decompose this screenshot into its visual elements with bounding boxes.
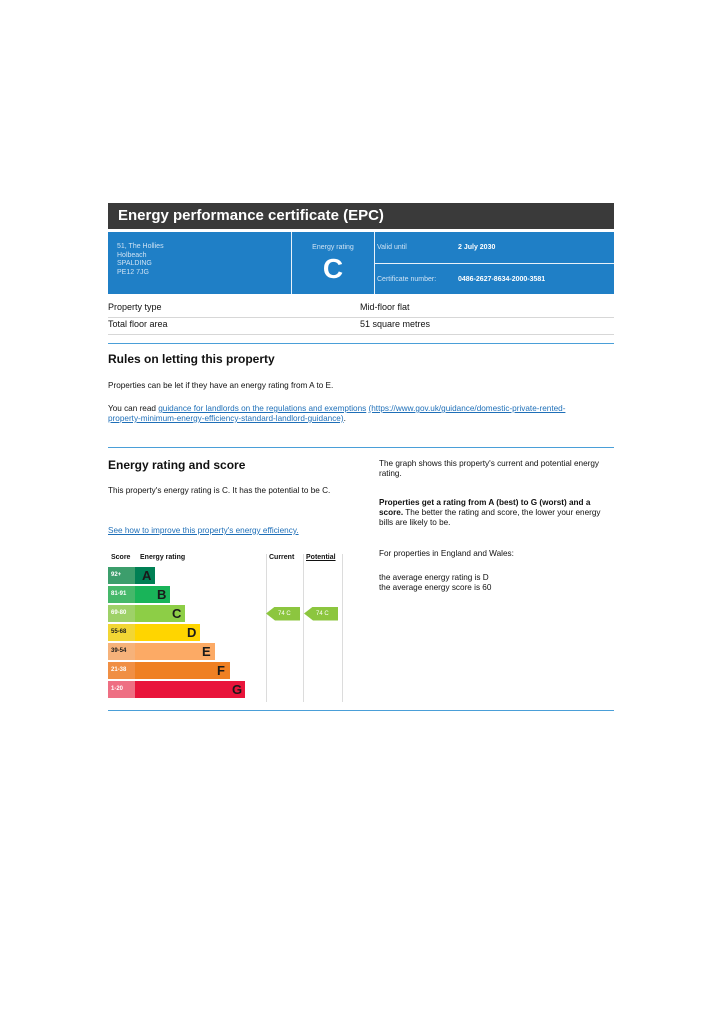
- rating-scale-explanation: [379, 498, 615, 528]
- potential-rating-arrow: [304, 607, 338, 621]
- current-rating-arrow: [266, 607, 300, 621]
- potential-column-header: Potential: [306, 554, 336, 561]
- column-divider: [342, 554, 343, 702]
- section-divider: [108, 447, 614, 448]
- rating-band-g: [108, 681, 266, 698]
- letting-rule-text: Properties can be let if they have an energy rating from A to E.: [108, 381, 334, 390]
- valid-until-row: [374, 232, 614, 264]
- certificate-number-label: Certificate number:: [377, 276, 437, 283]
- band-letter: E: [202, 644, 211, 659]
- address-line: PE12 7JG: [117, 268, 149, 276]
- potential-rating-arrow-label: 74 C: [316, 610, 329, 617]
- property-address: [117, 243, 164, 277]
- certificate-number-value: 0486-2627-8634-2000-3581: [458, 276, 546, 283]
- band-letter: D: [187, 625, 197, 640]
- band-letter: G: [232, 682, 243, 697]
- band-score-label: 55-68: [108, 624, 135, 641]
- energy-rating-box: [291, 232, 375, 294]
- valid-until-label: Valid until: [377, 244, 407, 251]
- score-column-header: Score: [111, 554, 131, 561]
- address-line: 51, The Hollies: [117, 243, 164, 250]
- band-bar: [135, 681, 245, 698]
- rating-statement: This property's energy rating is C. It has the potential to be C.: [108, 486, 331, 495]
- rating-scale-bold: Properties get a rating from A (best) to G (worst) and a score.: [379, 498, 591, 517]
- band-score-label: 21-38: [108, 662, 135, 679]
- average-rating-text: the average energy rating is D: [379, 573, 489, 582]
- rating-band-d: [108, 624, 266, 641]
- band-letter: B: [157, 587, 167, 602]
- property-type-row: [108, 300, 614, 318]
- band-letter: F: [217, 663, 225, 678]
- band-bar: [135, 662, 230, 679]
- rating-band-a: [108, 567, 266, 584]
- page-title: Energy performance certificate (EPC): [108, 203, 614, 229]
- certificate-number-row: [374, 264, 614, 294]
- column-divider: [303, 554, 304, 702]
- band-score-label: 81-91: [108, 586, 135, 603]
- rating-column-header: Energy rating: [140, 554, 186, 561]
- certificate-summary-panel: [108, 232, 614, 294]
- address-line: Holbeach: [117, 251, 147, 259]
- column-divider: [266, 554, 267, 702]
- landlord-guidance-url-continued[interactable]: property-minimum-energy-efficiency-standard-landlord-guidance): [108, 414, 344, 423]
- band-score-label: 69-80: [108, 605, 135, 622]
- band-score-label: 1-20: [108, 681, 135, 698]
- energy-rating-label: Energy rating: [312, 244, 354, 251]
- energy-rating-letter: C: [322, 253, 344, 284]
- energy-rating-chart: [108, 554, 344, 704]
- floor-area-label: Total floor area: [108, 319, 168, 329]
- landlord-guidance-link[interactable]: guidance for landlords on the regulations and exemptions: [158, 404, 367, 413]
- guidance-suffix: .: [343, 414, 346, 423]
- average-score-text: the average energy score is 60: [379, 583, 492, 592]
- guidance-prefix: You can read: [108, 404, 159, 413]
- letting-guidance-text: [108, 404, 614, 424]
- landlord-guidance-url[interactable]: (https://www.gov.uk/guidance/domestic-private-rented-: [368, 404, 566, 413]
- current-column-header: Current: [269, 554, 295, 561]
- england-wales-label: For properties in England and Wales:: [379, 549, 514, 558]
- current-rating-arrow-label: 74 C: [278, 610, 291, 617]
- floor-area-value: 51 square metres: [360, 319, 431, 329]
- floor-area-row: [108, 317, 614, 335]
- rating-band-c: [108, 605, 266, 622]
- improve-efficiency-link[interactable]: See how to improve this property's energy efficiency.: [108, 526, 299, 535]
- rating-scale-normal: The better the rating and score, the lower your energy bills are likely to be.: [379, 508, 601, 527]
- property-type-label: Property type: [108, 302, 162, 312]
- rating-band-e: [108, 643, 266, 660]
- graph-description: The graph shows this property's current and potential energy rating.: [379, 459, 600, 478]
- band-letter: C: [172, 606, 182, 621]
- letting-heading: Rules on letting this property: [108, 352, 275, 366]
- section-divider: [108, 710, 614, 711]
- band-score-label: 92+: [108, 567, 135, 584]
- valid-until-value: 2 July 2030: [458, 244, 496, 251]
- address-line: SPALDING: [117, 260, 152, 267]
- band-letter: A: [142, 568, 152, 583]
- property-type-value: Mid-floor flat: [360, 302, 410, 312]
- section-divider: [108, 343, 614, 344]
- energy-score-heading: Energy rating and score: [108, 458, 246, 472]
- rating-band-f: [108, 662, 266, 679]
- rating-band-b: [108, 586, 266, 603]
- band-score-label: 39-54: [108, 643, 135, 660]
